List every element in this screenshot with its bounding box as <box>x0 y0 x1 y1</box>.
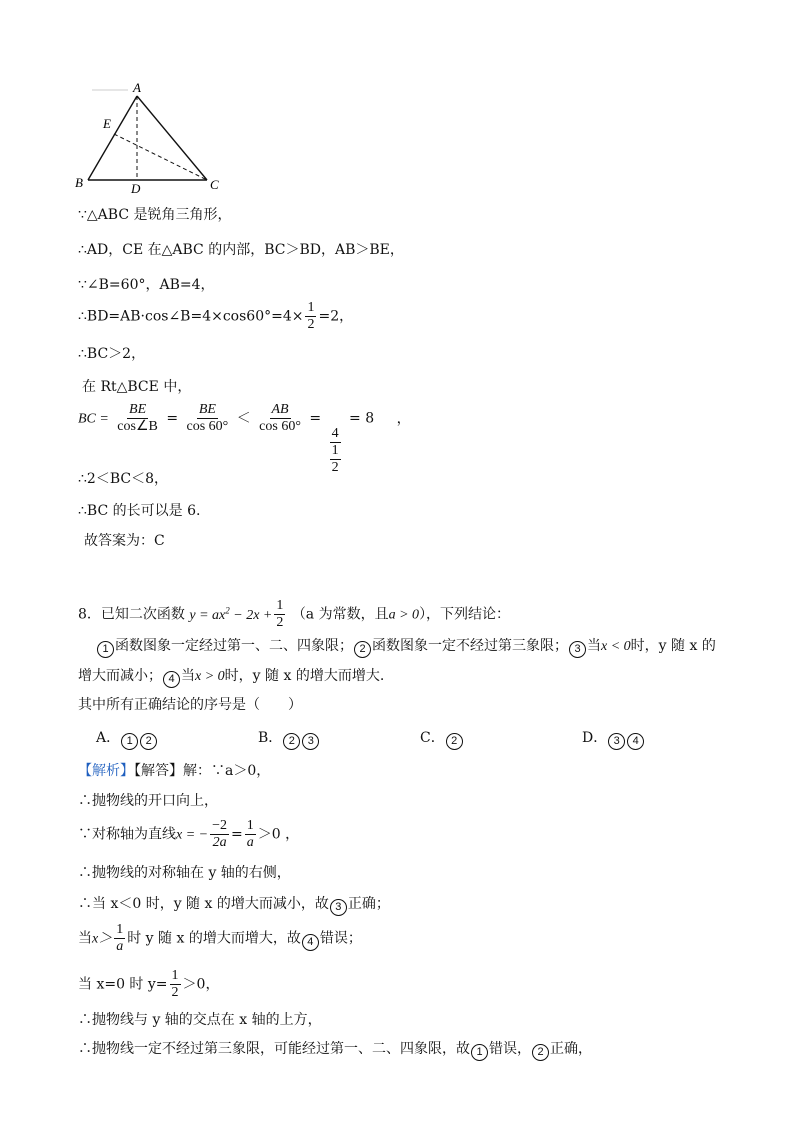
q8-statements-line1 <box>96 637 716 658</box>
circled-number: 1 <box>97 641 114 658</box>
statement-4-math: x > 0 <box>195 669 225 684</box>
bc-lhs: BC = <box>78 411 109 427</box>
fraction-num: 4 <box>331 425 339 441</box>
fraction-den: a <box>116 939 124 954</box>
solution-l4: ∴当 x＜0 时，y 随 x 的增大而减小，故 3 正确； <box>78 895 390 916</box>
solution-l8: ∴抛物线一定不经过第三象限，可能经过第一、二、四象限，故 1 错误， 2 正确， <box>78 1040 592 1061</box>
statement-3-math: x < 0 <box>601 639 631 654</box>
statement-4-pre: 当 <box>181 668 195 684</box>
fraction <box>115 402 160 435</box>
fraction-num: −2 <box>212 818 228 833</box>
fraction <box>185 402 231 435</box>
q8-stem <box>78 598 510 631</box>
statement-4-post: 时，y 随 x 的增大而增大. <box>224 668 385 684</box>
fraction-num: 1 <box>331 442 339 458</box>
text-line: ∴抛物线的对称轴在 y 轴的右侧， <box>78 865 291 881</box>
circled-number: 2 <box>354 641 371 658</box>
fraction-den: cos 60° <box>186 419 229 434</box>
q8-func: $y = ax^2 - 2x$ + <box>189 604 273 623</box>
fraction-num: 1 <box>246 818 254 833</box>
solution-l6: 当 x=0 时 y= $\frac{1}{2}$ ＞0， <box>78 968 220 1000</box>
triangle-diagram <box>0 0 794 200</box>
fraction-den: 2 <box>276 615 284 630</box>
fraction-num: 1 <box>276 598 284 613</box>
statement-2: 函数图象一定不经过第三象限； <box>372 638 568 654</box>
solution-l5: 当x＞ $\frac{1}{a}$ 时 y 随 x 的增大而增大，故 4 错误； <box>78 922 362 954</box>
circled-number: 4 <box>302 934 319 951</box>
equals: = <box>166 410 179 427</box>
q8-cond-tail: ），下列结论： <box>419 606 511 623</box>
fraction <box>274 598 285 631</box>
text-line: 故答案为：C <box>84 533 165 549</box>
equals: = <box>231 826 243 843</box>
label-C: C <box>210 177 219 192</box>
circled-number: 4 <box>163 671 180 688</box>
fraction-den: a <box>246 835 254 850</box>
q8-question: 其中所有正确结论的序号是（ ） <box>78 697 302 713</box>
analysis-tag: 【解析】 <box>78 763 134 779</box>
fraction-den: 2a <box>212 835 227 850</box>
text-line: ∵∠B=60°，AB=4， <box>78 277 215 293</box>
option-b[interactable]: B． 2 3 <box>258 729 320 750</box>
fraction-num: BE <box>198 402 216 417</box>
axis-pre: ∵对称轴为直线 <box>78 826 176 843</box>
fraction <box>210 818 229 851</box>
label-E: E <box>103 116 111 131</box>
fraction-den: cos∠B <box>117 419 158 434</box>
fraction-den: 2 <box>171 985 179 1000</box>
fraction <box>170 968 181 1001</box>
text-line: ∴BC 的长可以是 6. <box>78 503 201 519</box>
statement-3-pre: 当 <box>587 638 601 654</box>
axis-post: ＞0 ， <box>257 826 300 843</box>
statement-3-tail: 增大而减小； <box>78 668 162 684</box>
side-AB <box>88 96 137 180</box>
bd-suffix: =2， <box>318 308 354 325</box>
option-d[interactable]: D． 3 4 <box>582 729 645 750</box>
axis-x: x = − <box>176 827 209 843</box>
compound-fraction <box>328 426 343 476</box>
circled-number: 2 <box>532 1044 549 1061</box>
axis-line <box>78 818 299 851</box>
fraction-num: 1 <box>116 922 124 937</box>
less-than: ＜ <box>236 410 251 427</box>
solution-head <box>78 762 270 780</box>
q8-cond: （a 为常数，且 <box>291 606 389 623</box>
label-D: D <box>131 181 141 196</box>
bd-line <box>78 300 353 333</box>
equals-8: = 8 <box>349 410 375 427</box>
side-AC <box>137 96 207 180</box>
bd-prefix: ∴BD=AB·cos∠B=4×cos60°=4× <box>78 308 304 325</box>
text-line: ∴抛物线的开口向上， <box>78 793 218 809</box>
label-A: A <box>133 80 141 95</box>
solution-start: 【解答】解：∵a＞0， <box>134 763 271 779</box>
altitude-CE <box>114 134 207 180</box>
statement-3-post: 时，y 随 x 的 <box>630 638 716 654</box>
comma: ， <box>396 410 411 427</box>
fraction <box>305 300 316 333</box>
text-line: ∴2＜BC＜8， <box>78 471 168 487</box>
text-line: ∴AD，CE 在△ABC 的内部，BC＞BD，AB＞BE， <box>78 242 404 258</box>
option-a[interactable]: A． 1 2 <box>96 729 158 750</box>
text-line: ∴BC＞2， <box>78 346 146 362</box>
label-B: B <box>75 175 83 190</box>
fraction-num: AB <box>271 402 289 417</box>
circled-number: 1 <box>471 1044 488 1061</box>
option-c[interactable]: C． 2 <box>420 729 464 750</box>
circled-number: 3 <box>569 641 586 658</box>
fraction-num: 1 <box>171 968 179 983</box>
circled-number: 3 <box>330 899 347 916</box>
fraction <box>114 922 125 955</box>
q8-statements-line2 <box>78 667 384 688</box>
text-line: ∵△ABC 是锐角三角形， <box>78 207 232 223</box>
fraction-den <box>328 443 343 476</box>
fraction-num: BE <box>129 402 147 417</box>
fraction <box>257 402 303 435</box>
fraction-den: cos 60° <box>259 419 301 434</box>
fraction-den: 2 <box>331 459 339 475</box>
bc-formula <box>78 402 411 476</box>
fraction-den: 2 <box>307 317 315 332</box>
statement-1: 函数图象一定经过第一、二、四象限； <box>115 638 353 654</box>
q8-number: 8．已知二次函数 <box>78 606 185 623</box>
fraction-num: 1 <box>307 300 315 315</box>
equals: = <box>309 410 322 427</box>
text-line: ∴抛物线与 y 轴的交点在 x 轴的上方， <box>78 1012 322 1028</box>
fraction <box>245 818 256 851</box>
q8-cond-math: a > 0 <box>388 607 420 623</box>
text-line: 在 Rt△BCE 中， <box>82 379 192 395</box>
